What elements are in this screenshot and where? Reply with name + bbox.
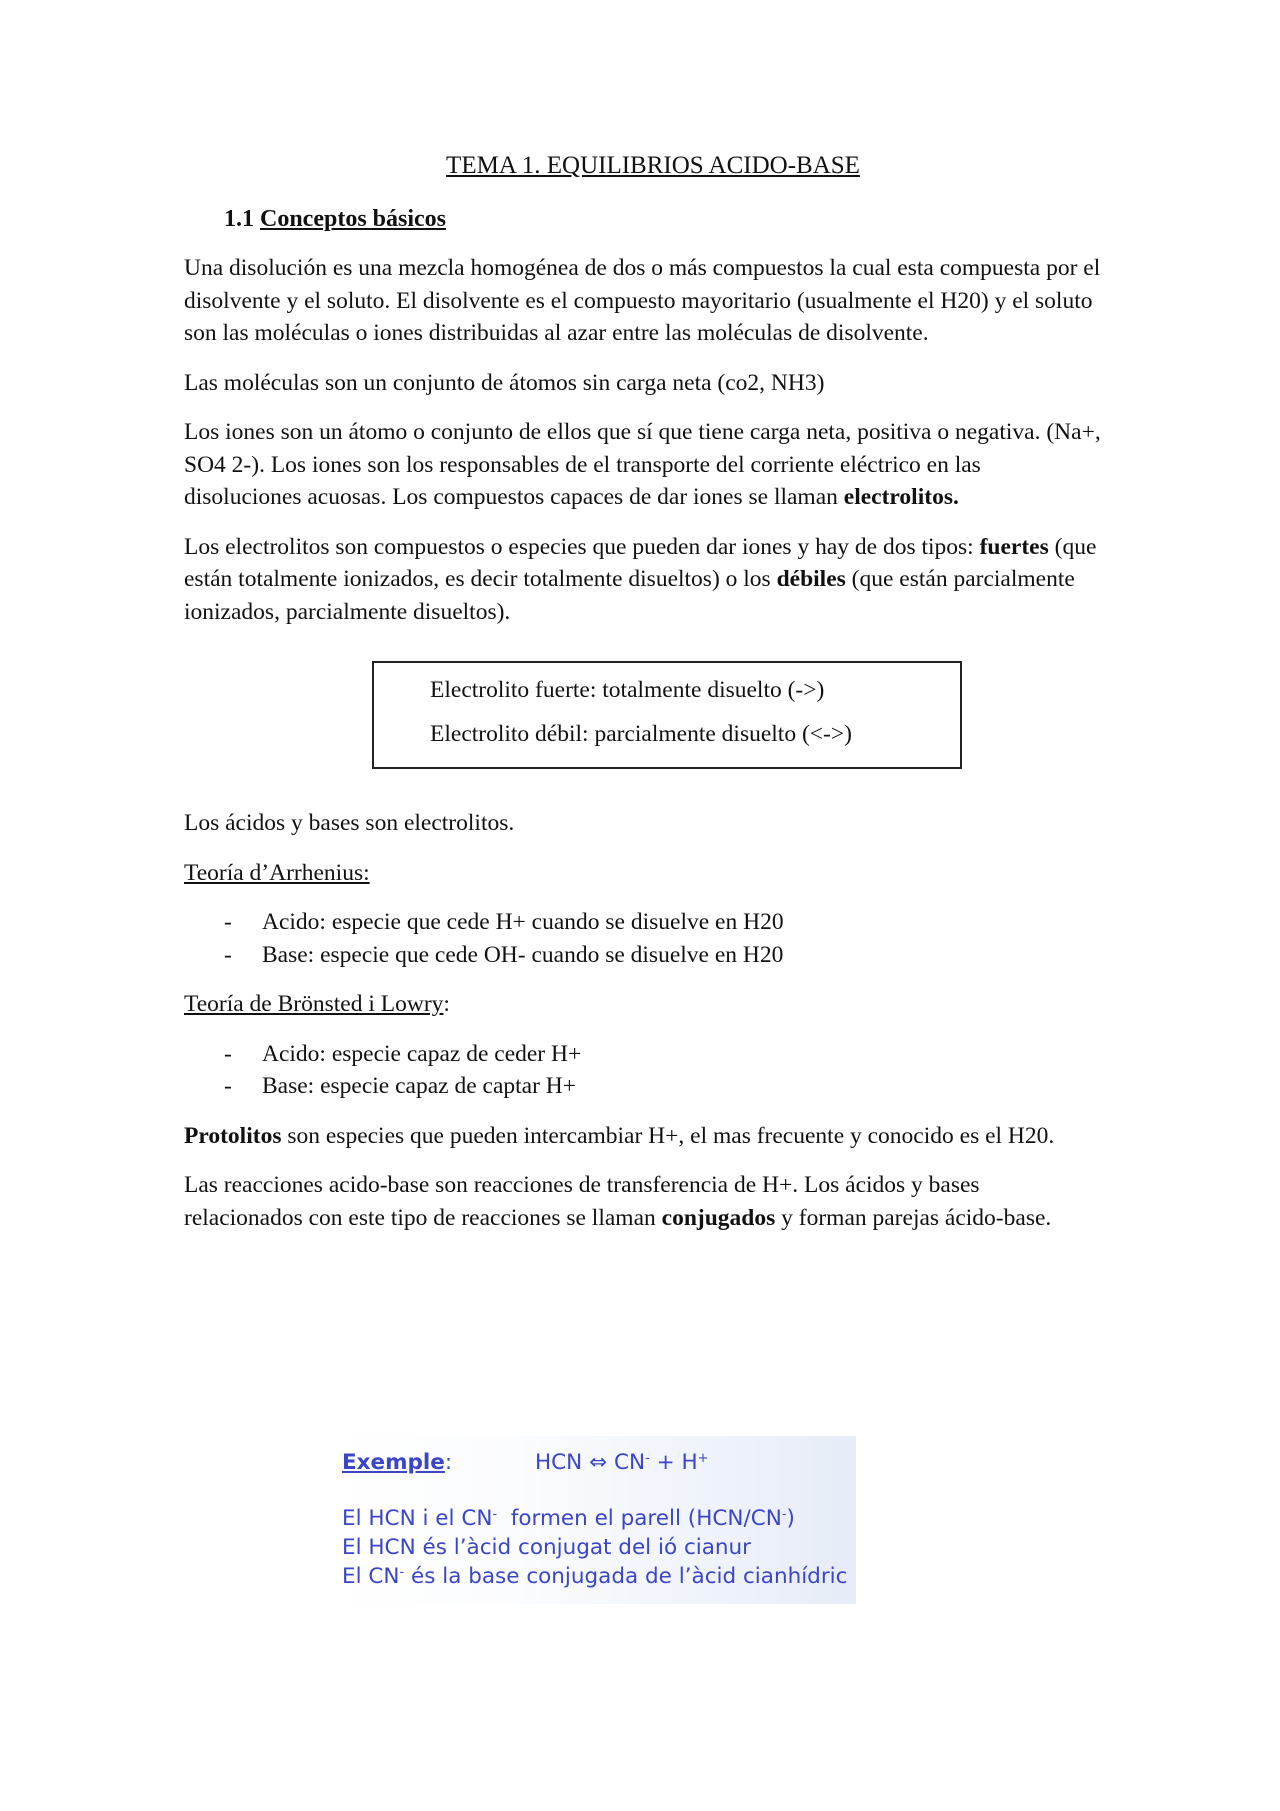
section-title: Conceptos básicos bbox=[260, 205, 447, 232]
bronsted-heading-colon: : bbox=[443, 991, 450, 1017]
equilibrium-arrow-icon: ⇔ bbox=[589, 1450, 608, 1475]
list-item: - Acido: especie que cede H+ cuando se disuelve en H20 bbox=[184, 906, 1104, 939]
arrhenius-heading: Teoría d’Arrhenius: bbox=[184, 859, 370, 886]
paragraph-protolitos bbox=[184, 1120, 1104, 1153]
example-figure bbox=[325, 1436, 856, 1604]
fuertes-term: fuertes bbox=[979, 533, 1049, 560]
box-line-fuerte: Electrolito fuerte: totalmente disuelto (->) bbox=[430, 677, 825, 703]
paragraph-electrolitos bbox=[184, 531, 1104, 629]
electrolitos-text-a: Los electrolitos son compuestos o especies que pueden dar iones y hay de dos tipos: bbox=[184, 533, 980, 560]
section-number: 1.1 bbox=[224, 205, 254, 232]
electrolitos-text-e: (que están parcialmente ionizados, parcialmente disueltos). bbox=[184, 566, 1075, 625]
example-label-text: Exemple bbox=[342, 1450, 445, 1475]
example-line-3 bbox=[342, 1562, 847, 1591]
eq-hcn: HCN bbox=[535, 1450, 583, 1475]
paragraph-disolucion: Una disolución es una mezcla homogénea de dos o más compuestos la cual esta compuesta por el disolvente y el soluto. El disolvente es el compuesto mayoritario (usualmente el H20) y el soluto son las moléculas o iones distribuidas al azar entre las moléculas de disolvente. bbox=[184, 255, 1101, 346]
electrolito-summary-box bbox=[372, 661, 962, 769]
bronsted-heading bbox=[184, 988, 1104, 1021]
reacciones-text-a: Las reacciones acido-base son reacciones de transferencia de H+. Los ácidos y bases relacionados con este tipo de reacciones se llaman bbox=[184, 1172, 980, 1231]
list-item: - Base: especie capaz de captar H+ bbox=[184, 1070, 1104, 1103]
section-heading bbox=[224, 203, 1104, 236]
debiles-term: débiles bbox=[776, 566, 846, 592]
electrolitos-text-c: (que están totalmente ionizados, es decir totalmente disueltos) o los bbox=[184, 533, 1097, 592]
l1-b: formen el parell (HCN/CN bbox=[497, 1506, 782, 1531]
l3-b: és la base conjugada de l’àcid cianhídric bbox=[404, 1564, 848, 1589]
l3-a: El CN bbox=[342, 1564, 400, 1589]
l1-a: El HCN i el CN bbox=[342, 1506, 493, 1531]
bronsted-list bbox=[184, 1038, 1104, 1103]
paragraph-moleculas: Las moléculas son un conjunto de átomos sin carga neta (co2, NH3) bbox=[184, 369, 825, 396]
l1-c: ) bbox=[786, 1506, 795, 1531]
eq-h-charge: + bbox=[697, 1450, 709, 1466]
example-label bbox=[342, 1448, 452, 1477]
page-title: TEMA 1. EQUILIBRIOS ACIDO-BASE bbox=[446, 152, 860, 179]
example-label-colon: : bbox=[444, 1450, 453, 1475]
example-line-2: El HCN és l’àcid conjugat del ió cianur bbox=[342, 1535, 752, 1560]
paragraph-iones bbox=[184, 416, 1104, 514]
list-item: - Base: especie que cede OH- cuando se disuelve en H20 bbox=[184, 939, 1104, 972]
conjugados-term: conjugados bbox=[661, 1204, 776, 1231]
paragraph-acidos-bases: Los ácidos y bases son electrolitos. bbox=[184, 810, 515, 836]
bronsted-heading-text: Teoría de Brönsted i Lowry bbox=[184, 991, 444, 1017]
arrhenius-list bbox=[184, 906, 1104, 971]
protolitos-term: Protolitos bbox=[184, 1122, 282, 1149]
eq-h: H bbox=[681, 1450, 698, 1475]
paragraph-reacciones bbox=[184, 1169, 1104, 1234]
l3-sup: - bbox=[399, 1564, 405, 1580]
eq-cn: CN bbox=[613, 1450, 646, 1475]
list-item: - Acido: especie capaz de ceder H+ bbox=[184, 1038, 1104, 1071]
box-line-debil: Electrolito débil: parcialmente disuelto (<->) bbox=[430, 720, 852, 747]
electrolitos-term: electrolitos. bbox=[843, 484, 959, 510]
reacciones-text-c: y forman parejas ácido-base. bbox=[775, 1204, 1052, 1231]
example-equation bbox=[535, 1448, 708, 1477]
example-explanation bbox=[342, 1504, 847, 1591]
eq-plus: + bbox=[656, 1450, 675, 1475]
document-page bbox=[184, 150, 1104, 1251]
eq-cn-charge: - bbox=[645, 1450, 650, 1466]
protolitos-text: son especies que pueden intercambiar H+, el mas frecuente y conocido es el H20. bbox=[281, 1122, 1055, 1149]
l1-sup2: - bbox=[781, 1506, 787, 1522]
l1-sup: - bbox=[492, 1506, 498, 1522]
iones-text: Los iones son un átomo o conjunto de ellos que sí que tiene carga neta, positiva o negativa. (Na+, SO4 2-). Los iones son los responsables de el transporte del corriente eléctrico en las disoluciones acuosas. Los compuestos capaces de dar iones se llaman bbox=[184, 419, 1101, 510]
example-line-1 bbox=[342, 1504, 847, 1533]
